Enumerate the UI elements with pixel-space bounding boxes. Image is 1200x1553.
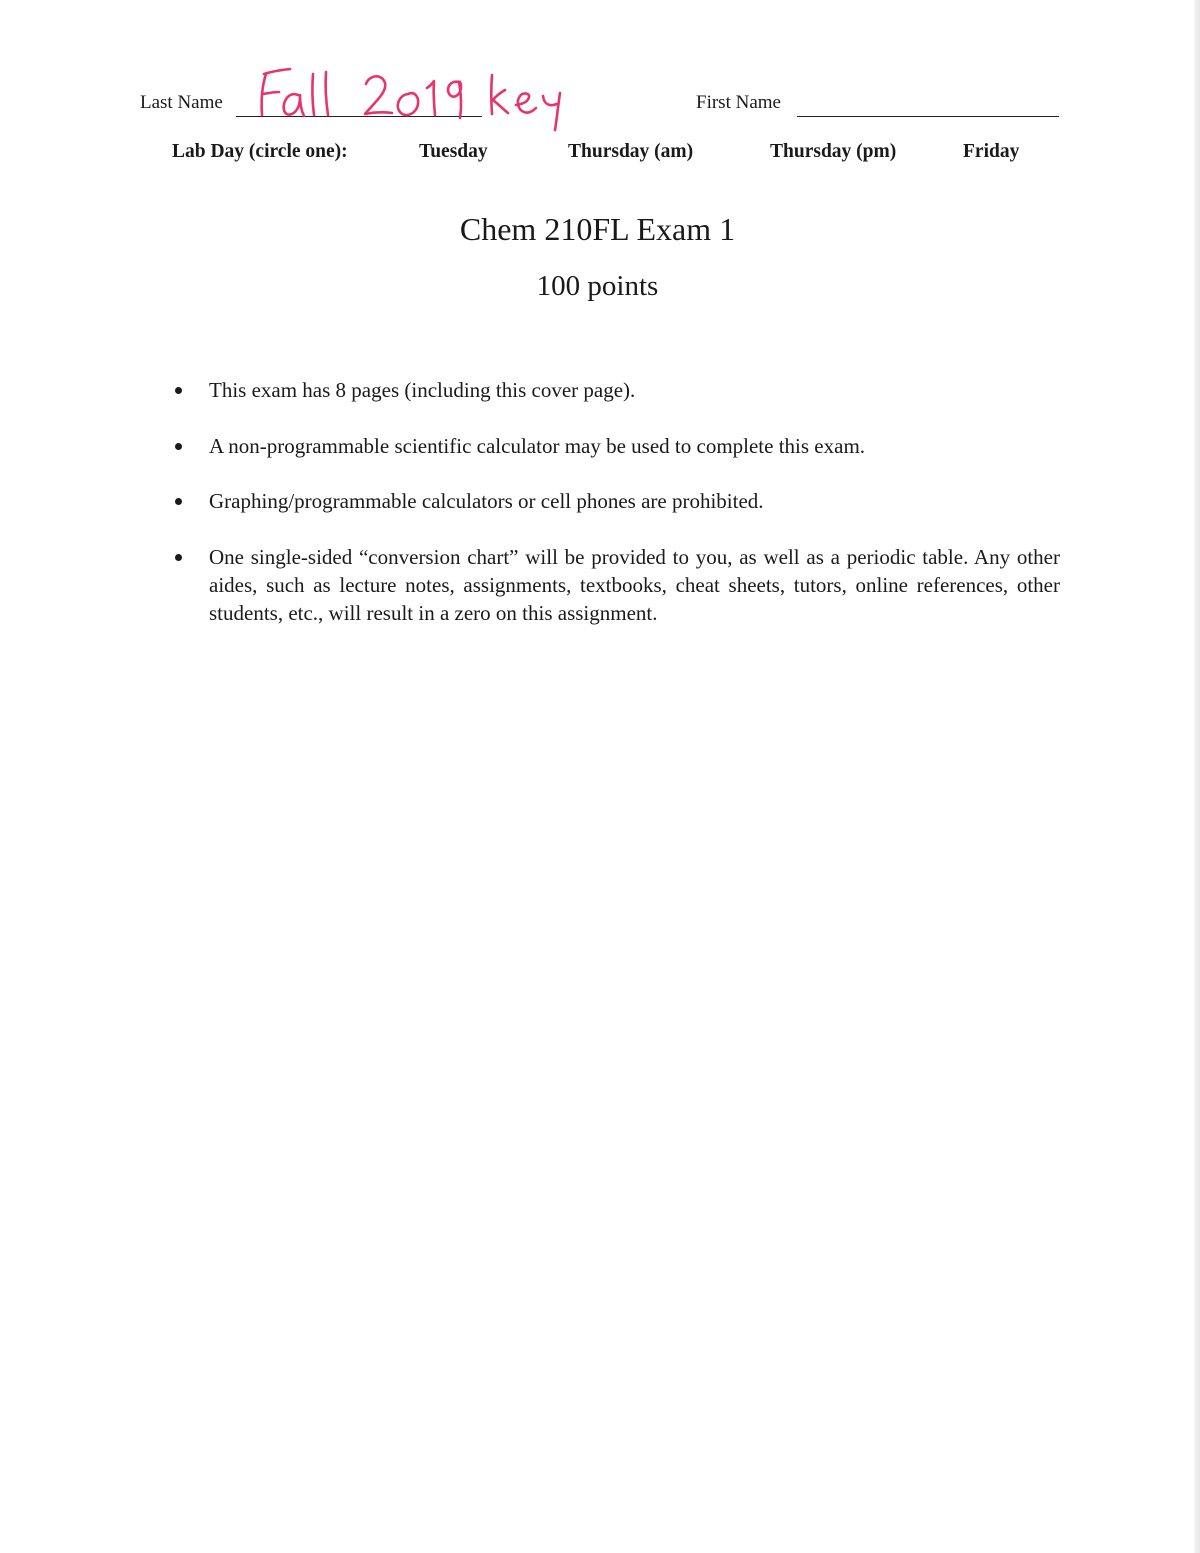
exam-title: Chem 210FL Exam 1 <box>459 211 736 247</box>
instruction-text: Graphing/programmable calculators or cell phones are prohibited. <box>209 489 764 513</box>
bullet-icon <box>175 443 182 450</box>
lab-day-option-thursday-am[interactable]: Thursday (am) <box>568 141 694 162</box>
instruction-text: This exam has 8 pages (including this cover page). <box>209 378 636 402</box>
instruction-item <box>170 376 1060 404</box>
bullet-icon <box>175 554 182 561</box>
lab-day-option-thursday-pm[interactable]: Thursday (pm) <box>770 141 897 162</box>
lab-day-option-tuesday[interactable]: Tuesday <box>419 141 488 162</box>
exam-points: 100 points <box>536 270 659 302</box>
instruction-item <box>170 432 1060 460</box>
lab-day-option-friday[interactable]: Friday <box>963 141 1020 162</box>
lab-day-label: Lab Day (circle one): <box>172 141 348 162</box>
last-name-handwritten-value <box>240 60 570 132</box>
last-name-label: Last Name <box>140 92 223 113</box>
bullet-icon <box>175 387 182 394</box>
instruction-text: A non-programmable scientific calculator may be used to complete this exam. <box>209 433 866 458</box>
first-name-field[interactable] <box>797 116 1059 117</box>
instruction-text: One single-sided “conversion chart” will be provided to you, as well as a periodic table. Any other aides, such as lecture notes, assignments, textbooks, cheat sheets, tutors, online references, other students, etc., will result in a zero on this assignment. <box>209 544 1060 625</box>
instructions-list <box>170 376 1060 654</box>
name-row <box>0 60 1200 130</box>
first-name-label: First Name <box>696 92 781 113</box>
instruction-item <box>170 543 1060 627</box>
bullet-icon <box>175 498 182 505</box>
instruction-item <box>170 487 1060 515</box>
